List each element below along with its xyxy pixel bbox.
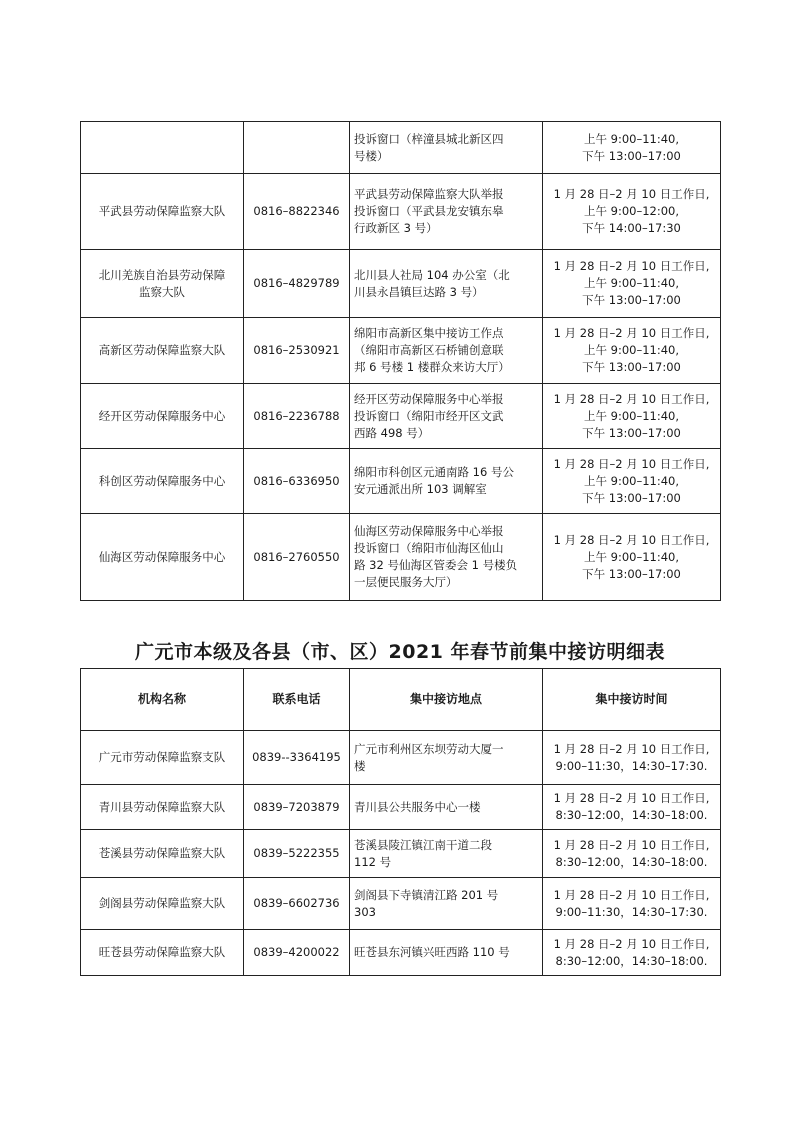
time-cell: 1 月 28 日–2 月 10 日工作日, 8:30–12:00，14:30–18:00. [543,830,721,878]
address-cell: 广元市利州区东坝劳动大厦一 楼 [350,731,543,785]
table-row [81,514,721,601]
table-row [81,785,721,830]
phone-cell: 0816–2530921 [244,318,350,384]
address-cell: 旺苍县东河镇兴旺西路 110 号 [350,930,543,976]
time-cell: 1 月 28 日–2 月 10 日工作日, 8:30–12:00，14:30–18:00. [543,930,721,976]
guangyuan-visit-table [80,668,721,976]
phone-cell: 0839–6602736 [244,878,350,930]
phone-cell: 0816–4829789 [244,250,350,318]
table-row [81,878,721,930]
time-cell: 上午 9:00–11:40, 下午 13:00–17:00 [543,122,721,174]
phone-cell: 0839–4200022 [244,930,350,976]
phone-cell: 0816–8822346 [244,174,350,250]
address-cell: 剑阁县下寺镇清江路 201 号 303 [350,878,543,930]
address-cell: 平武县劳动保障监察大队举报 投诉窗口（平武县龙安镇东皋 行政新区 3 号） [350,174,543,250]
column-header: 机构名称 [81,669,244,731]
table-header-row [81,669,721,731]
phone-cell: 0839–7203879 [244,785,350,830]
page-title: 广元市本级及各县（市、区）2021 年春节前集中接访明细表 [135,641,665,663]
time-cell: 1 月 28 日–2 月 10 日工作日, 8:30–12:00，14:30–18:00. [543,785,721,830]
phone-cell: 0839–5222355 [244,830,350,878]
address-cell: 经开区劳动保障服务中心举报 投诉窗口（绵阳市经开区文武 西路 498 号） [350,384,543,449]
table-row [81,250,721,318]
table-row [81,384,721,449]
org-cell: 仙海区劳动保障服务中心 [81,514,244,601]
time-cell: 1 月 28 日–2 月 10 日工作日, 上午 9:00–11:40, 下午 13:00–17:00 [543,449,721,514]
column-header: 联系电话 [244,669,350,731]
table-row [81,122,721,174]
table-row [81,830,721,878]
address-cell: 绵阳市高新区集中接访工作点 （绵阳市高新区石桥铺创意联 邦 6 号楼 1 楼群众来访大厅） [350,318,543,384]
address-cell: 青川县公共服务中心一楼 [350,785,543,830]
org-cell: 剑阁县劳动保障监察大队 [81,878,244,930]
mianyang-visit-table [80,121,721,601]
org-cell: 高新区劳动保障监察大队 [81,318,244,384]
address-cell: 北川县人社局 104 办公室（北 川县永昌镇巨达路 3 号） [350,250,543,318]
org-cell: 苍溪县劳动保障监察大队 [81,830,244,878]
table-row [81,731,721,785]
address-cell: 仙海区劳动保障服务中心举报 投诉窗口（绵阳市仙海区仙山 路 32 号仙海区管委会 1 号楼负 一层便民服务大厅） [350,514,543,601]
phone-cell: 0839--3364195 [244,731,350,785]
column-header: 集中接访时间 [543,669,721,731]
time-cell: 1 月 28 日–2 月 10 日工作日, 9:00–11:30，14:30–17:30. [543,731,721,785]
table-row [81,449,721,514]
table-row [81,318,721,384]
phone-cell: 0816–2236788 [244,384,350,449]
org-cell: 青川县劳动保障监察大队 [81,785,244,830]
org-cell: 广元市劳动保障监察支队 [81,731,244,785]
org-cell: 科创区劳动保障服务中心 [81,449,244,514]
time-cell: 1 月 28 日–2 月 10 日工作日, 上午 9:00–11:40, 下午 13:00–17:00 [543,250,721,318]
address-cell: 投诉窗口（梓潼县城北新区四 号楼） [350,122,543,174]
table-row [81,930,721,976]
phone-cell: 0816–6336950 [244,449,350,514]
time-cell: 1 月 28 日–2 月 10 日工作日, 上午 9:00–11:40, 下午 13:00–17:00 [543,318,721,384]
org-cell: 平武县劳动保障监察大队 [81,174,244,250]
org-cell: 旺苍县劳动保障监察大队 [81,930,244,976]
time-cell: 1 月 28 日–2 月 10 日工作日, 9:00–11:30，14:30–17:30. [543,878,721,930]
address-cell: 苍溪县陵江镇江南干道二段 112 号 [350,830,543,878]
time-cell: 1 月 28 日–2 月 10 日工作日, 上午 9:00–11:40, 下午 13:00–17:00 [543,384,721,449]
org-cell: 经开区劳动保障服务中心 [81,384,244,449]
address-cell: 绵阳市科创区元通南路 16 号公 安元通派出所 103 调解室 [350,449,543,514]
phone-cell: 0816–2760550 [244,514,350,601]
column-header: 集中接访地点 [350,669,543,731]
phone-cell [244,122,350,174]
time-cell: 1 月 28 日–2 月 10 日工作日, 上午 9:00–11:40, 下午 13:00–17:00 [543,514,721,601]
org-cell [81,122,244,174]
time-cell: 1 月 28 日–2 月 10 日工作日, 上午 9:00–12:00, 下午 14:00–17:30 [543,174,721,250]
org-cell: 北川羌族自治县劳动保障 监察大队 [81,250,244,318]
table-row [81,174,721,250]
